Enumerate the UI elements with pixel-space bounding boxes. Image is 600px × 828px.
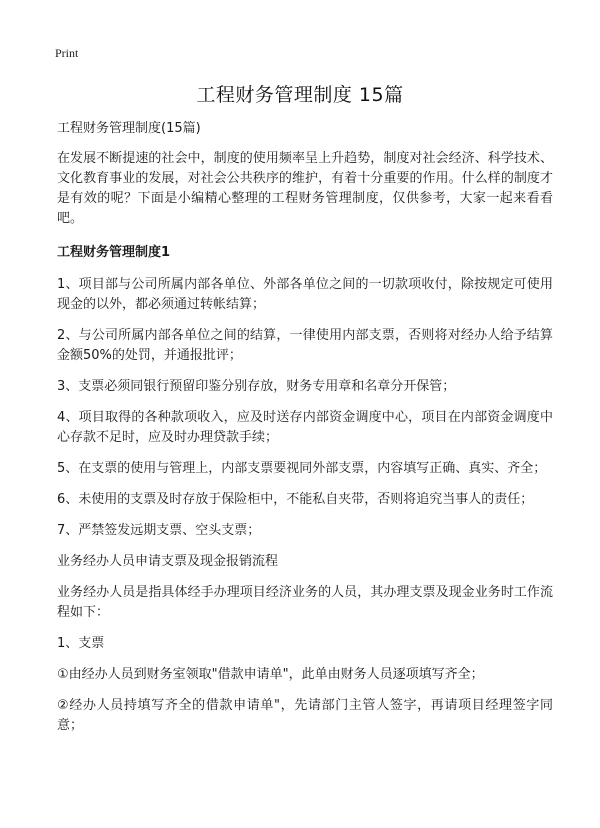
intro-paragraph: 在发展不断提速的社会中，制度的使用频率呈上升趋势，制度对社会经济、科学技术、文化教育事业的发展，对社会公共秩序的维护，有着十分重要的作用。什么样的制度才是有效的呢？下面是小编精心整理的工程财务管理制度，仅供参考，大家一起来看看吧。 bbox=[57, 151, 553, 226]
paragraph: 5、在支票的使用与管理上，内部支票要视同外部支票，内容填写正确、真实、齐全； bbox=[57, 461, 547, 476]
paragraph: 6、未使用的支票及时存放于保险柜中，不能私自夹带，否则将追究当事人的责任； bbox=[57, 492, 534, 507]
document-subtitle: 工程财务管理制度(15篇) bbox=[57, 121, 201, 136]
paragraph: 1、支票 bbox=[57, 636, 105, 651]
paragraph: 7、严禁签发远期支票、空头支票； bbox=[57, 523, 261, 538]
paragraph: 1、项目部与公司所属内部各单位、外部各单位之间的一切款项收付，除按规定可使用现金的以外，都必须通过转帐结算； bbox=[57, 277, 553, 312]
section-heading: 工程财务管理制度1 bbox=[57, 245, 171, 260]
paragraph: ②经办人员持填写齐全的借款申请单"，先请部门主管人签字，再请项目经理签字同意； bbox=[57, 698, 553, 733]
document-title: 工程财务管理制度 15篇 bbox=[196, 84, 404, 106]
paragraph: 4、项目取得的各种款项收入，应及时送存内部资金调度中心，项目在内部资金调度中心存款不足时，应及时办理贷款手续； bbox=[57, 410, 553, 445]
paragraph: 业务经办人员是指具体经手办理项目经济业务的人员，其办理支票及现金业务时工作流程如下： bbox=[57, 585, 553, 620]
paragraph: 2、与公司所属内部各单位之间的结算，一律使用内部支票，否则将对经办人给予结算金额50%的处罚，并通报批评； bbox=[57, 328, 553, 363]
subsection-title: 业务经办人员申请支票及现金报销流程 bbox=[57, 554, 279, 569]
paragraph: 3、支票必须同银行预留印鉴分别存放，财务专用章和名章分开保管； bbox=[57, 379, 456, 394]
document-body bbox=[57, 119, 553, 747]
paragraph: ①由经办人员到财务室领取"借款申请单"，此单由财务人员逐项填写齐全； bbox=[57, 667, 484, 682]
print-label: Print bbox=[55, 46, 79, 60]
